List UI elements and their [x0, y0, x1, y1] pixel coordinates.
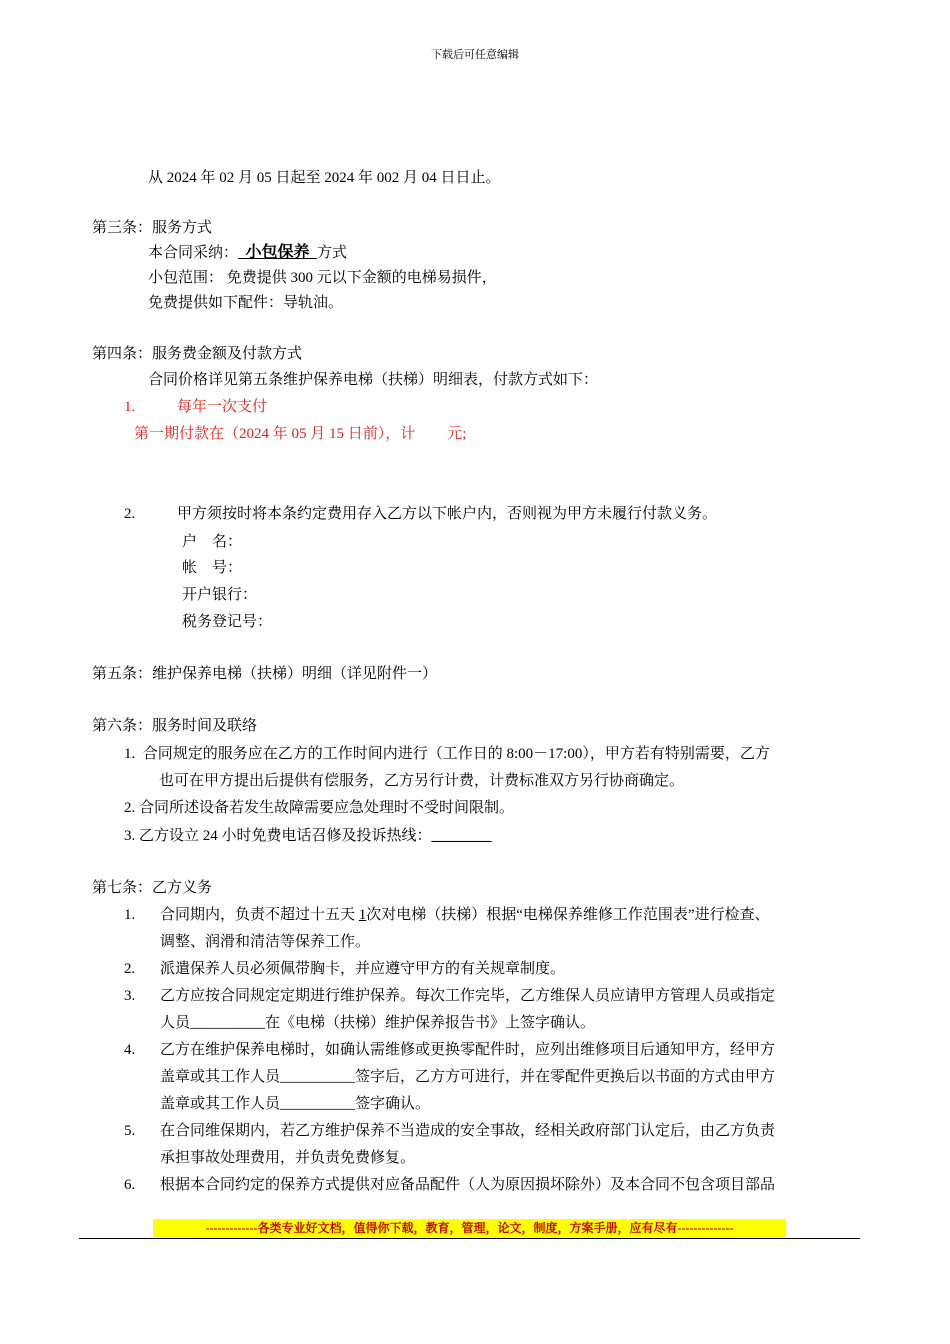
payment-item-1-text: 每年一次支付 [177, 399, 268, 415]
article-4-intro: 合同价格详见第五条维护保养电梯（扶梯）明细表，付款方式如下： [148, 372, 599, 388]
footer-banner: -------------各类专业好文档，值得你下载，教育，管理，论文，制度，方案手册，应有尽有-------------- [153, 1219, 786, 1237]
free-parts: 免费提供如下配件：导轨油。 [148, 295, 344, 311]
service-mode-suffix: 方式 [317, 245, 348, 261]
article-7-item-5-number: 5. [124, 1123, 136, 1139]
article-6-item-3 [124, 826, 492, 846]
hotline-blank: ________ [431, 828, 492, 844]
service-mode-value: 小包保养 [245, 244, 310, 261]
article-7-item-5-line-1: 在合同维保期内，若乙方维护保养不当造成的安全事故，经相关政府部门认定后，由乙方负责 [160, 1123, 776, 1139]
article-6-item-1-line-2: 也可在甲方提出后提供有偿服务，乙方另行计费，计费标准双方另行协商确定。 [159, 773, 685, 789]
tax-number-field: 税务登记号： [182, 614, 273, 630]
article-3-title: 第三条：服务方式 [92, 220, 213, 236]
article-5-title: 第五条：维护保养电梯（扶梯）明细（详见附件一） [92, 666, 438, 682]
page-header: 下载后可任意编辑 [431, 49, 519, 61]
article-7-item-3-line-1: 乙方应按合同规定定期进行维护保养。每次工作完毕，乙方维保人员应请甲方管理人员或指定 [160, 988, 776, 1004]
bank-field: 开户银行： [182, 587, 258, 603]
first-payment-line [134, 424, 466, 444]
article-7-item-6-number: 6. [124, 1177, 136, 1193]
article-7-item-4-line-1: 乙方在维护保养电梯时，如确认需维修或更换零配件时，应列出维修项目后通知甲方，经甲方 [160, 1042, 776, 1058]
article-7-item-4-number: 4. [124, 1042, 136, 1058]
article-7-item-1-line-2: 调整、润滑和清洁等保养工作。 [160, 934, 371, 950]
period-line: 从 2024 年 02 月 05 日起至 2024 年 002 月 04 日日止。 [148, 170, 501, 186]
article-7-item-3-line-2: 人员__________在《电梯（扶梯）维护保养报告书》上签字确认。 [160, 1015, 596, 1031]
article-7-title: 第七条：乙方义务 [92, 880, 213, 896]
article-7-item-4-line-3: 盖章或其工作人员__________签字确认。 [160, 1096, 431, 1112]
article-7-item-3-number: 3. [124, 988, 136, 1004]
article-7-item-6-line-1: 根据本合同约定的保养方式提供对应备品配件（人为原因损坏除外）及本合同不包含项目部品 [160, 1177, 776, 1193]
hotline-label: 3. 乙方设立 24 小时免费电话召修及投诉热线： [124, 828, 432, 844]
first-payment-unit: 元; [447, 426, 467, 442]
article-7-item-2-number: 2. [124, 961, 136, 977]
account-number-field: 帐 号： [182, 560, 243, 576]
article-6-item-1-line-1: 1. 合同规定的服务应在乙方的工作时间内进行（工作日的 8:00－17:00），甲方若有特别需要，乙方 [124, 746, 770, 762]
package-scope: 小包范围： 免费提供 300 元以下金额的电梯易损件， [148, 270, 497, 286]
article-6-title: 第六条：服务时间及联络 [92, 718, 258, 734]
article-7-item-4-line-2: 盖章或其工作人员__________签字后，乙方方可进行，并在零配件更换后以书面的方式由甲方 [160, 1069, 776, 1085]
payment-item-2-text: 甲方须按时将本条约定费用存入乙方以下帐户内，否则视为甲方未履行付款义务。 [177, 506, 718, 522]
first-payment-text: 第一期付款在（2024 年 05 月 15 日前），计 [134, 426, 416, 442]
service-mode-line [148, 243, 347, 263]
article-7-item-1-line-1: 合同期内，负责不超过十五天 1次对电梯（扶梯）根据“电梯保养维修工作范围表”进行检查、 [160, 907, 770, 923]
footer-divider [79, 1238, 860, 1239]
article-7-item-1-number: 1. [124, 907, 136, 923]
payment-item-2-number: 2. [124, 506, 136, 522]
service-mode-prefix: 本合同采纳： [148, 245, 239, 261]
article-6-item-2: 2. 合同所述设备若发生故障需要应急处理时不受时间限制。 [124, 800, 515, 816]
payment-item-1-number: 1. [124, 399, 136, 415]
article-4-title: 第四条：服务费金额及付款方式 [92, 346, 303, 362]
article-7-item-2: 派遣保养人员必须佩带胸卡，并应遵守甲方的有关规章制度。 [160, 961, 566, 977]
account-name-field: 户 名： [182, 534, 243, 550]
article-7-item-5-line-2: 承担事故处理费用，并负责免费修复。 [160, 1150, 416, 1166]
